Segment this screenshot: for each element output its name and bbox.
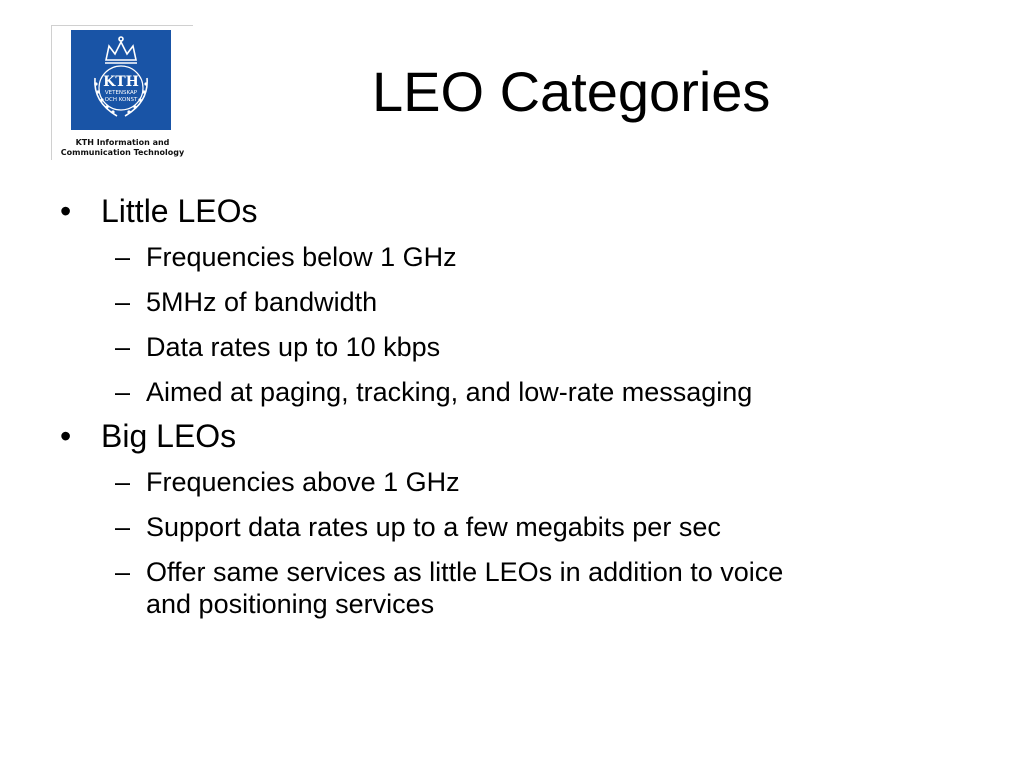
sub-bullet-text: Data rates up to 10 kbps: [146, 332, 441, 362]
sub-bullet-item: [60, 241, 990, 273]
sub-bullet-text: Aimed at paging, tracking, and low-rate messaging: [146, 377, 753, 407]
dash-icon: –: [115, 377, 131, 407]
emblem-kth-text: KTH: [103, 74, 139, 90]
sub-bullet-item: [60, 511, 990, 543]
bullet-heading: Little LEOs: [101, 193, 258, 229]
dash-icon: –: [115, 287, 131, 317]
slide-title: LEO Categories: [372, 60, 771, 123]
sub-bullet-item: [60, 376, 990, 408]
bullet-item: [60, 191, 990, 231]
sub-bullet-text: Support data rates up to a few megabits per sec: [146, 512, 721, 542]
slide-body: [60, 185, 990, 620]
bullet-item: [60, 416, 990, 456]
dash-icon: –: [115, 467, 131, 497]
sub-bullet-text: 5MHz of bandwidth: [146, 287, 378, 317]
sub-bullet-item: [60, 466, 990, 498]
kth-crest-icon: [71, 30, 171, 130]
bullet-icon: •: [60, 418, 72, 454]
bullet-icon: •: [60, 193, 72, 229]
emblem-line-2: OCH KONST: [104, 97, 138, 103]
sub-bullet-item: [60, 331, 990, 363]
sub-bullet-text: Offer same services as little LEOs in addition to voice: [146, 557, 784, 587]
dash-icon: –: [115, 332, 131, 362]
logo-caption: [52, 138, 193, 158]
logo-caption-line: Communication Technology: [60, 148, 185, 157]
emblem-line-1: VETENSKAP: [104, 90, 138, 96]
sub-bullet-text: Frequencies below 1 GHz: [146, 242, 457, 272]
sub-bullet-text-continued: and positioning services: [146, 589, 435, 619]
dash-icon: –: [115, 557, 131, 587]
dash-icon: –: [115, 242, 131, 272]
sub-bullet-item: [60, 286, 990, 318]
sub-bullet-item: [60, 556, 990, 620]
dash-icon: –: [115, 512, 131, 542]
bullet-heading: Big LEOs: [101, 418, 237, 454]
kth-logo: [51, 25, 193, 160]
sub-bullet-text: Frequencies above 1 GHz: [146, 467, 460, 497]
logo-caption-line: KTH Information and: [75, 138, 170, 147]
kth-emblem: [71, 30, 171, 130]
